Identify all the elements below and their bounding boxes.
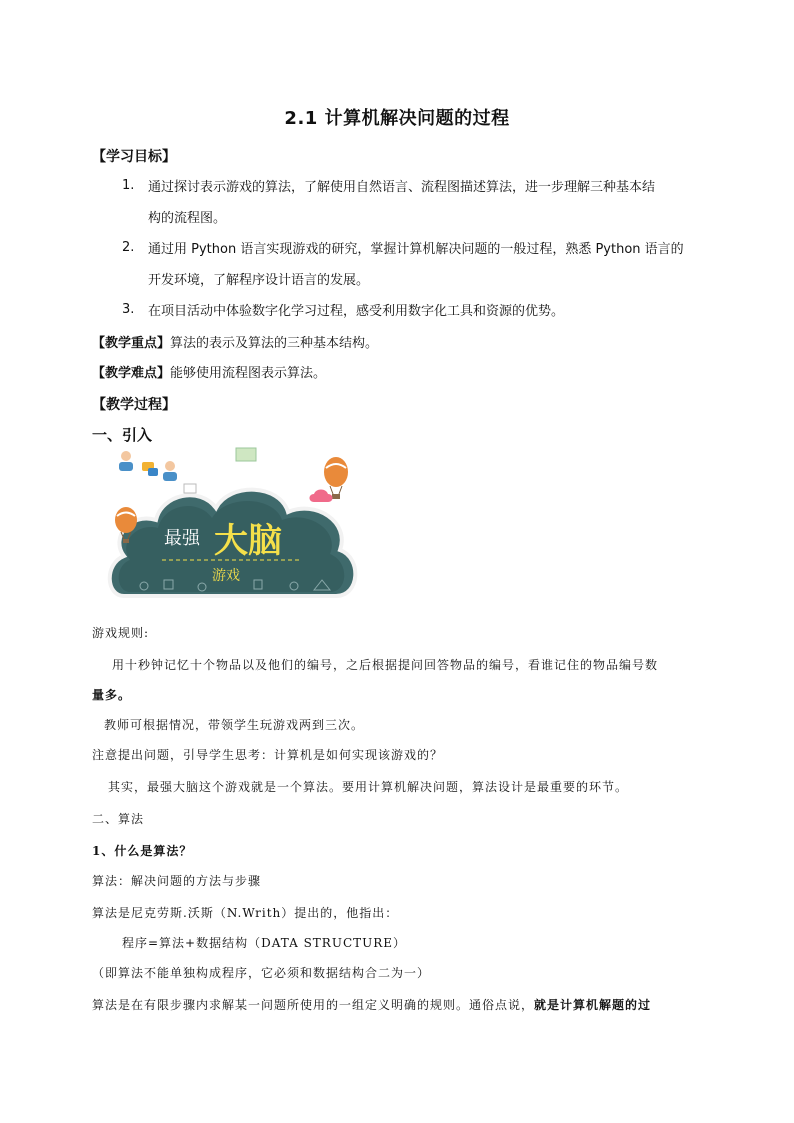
rules-para-1: 用十秒钟记忆十个物品以及他们的编号，之后根据提问回答物品的编号，看谁记住的物品编号数 <box>112 658 659 672</box>
banner-word-game: 游戏 <box>212 568 240 584</box>
objective-text: 通过用 Python 语言实现游戏的研究，掌握计算机解决问题的一般过程，熟悉 Python 语言的 <box>148 242 684 257</box>
rules-para-2: 教师可根据情况，带领学生玩游戏两到三次。 <box>104 718 365 732</box>
key-point-label: 【教学重点】 <box>92 336 171 351</box>
page-title: 2.1 计算机解决问题的过程 <box>284 108 510 129</box>
definition-1: 算法：解决问题的方法与步骤 <box>92 874 262 888</box>
process-heading: 【教学过程】 <box>92 397 176 413</box>
definition-2: 算法是尼克劳斯.沃斯（N.Writh）提出的，他指出： <box>92 906 399 920</box>
objective-number: 3. <box>122 302 135 317</box>
difficulty-label: 【教学难点】 <box>92 366 171 381</box>
last-line <box>92 996 651 1013</box>
section-intro-heading: 一、引入 <box>92 426 153 444</box>
objective-text: 在项目活动中体验数字化学习过程，感受利用数字化工具和资源的优势。 <box>148 304 565 319</box>
last-line-bold: 就是计算机解题的过 <box>534 998 652 1012</box>
brain-game-banner <box>104 446 364 614</box>
objective-number: 2. <box>122 240 135 255</box>
rules-para-4: 其实，最强大脑这个游戏就是一个算法。要用计算机解决问题，算法设计是最重要的环节。 <box>108 780 629 794</box>
objective-text: 通过探讨表示游戏的算法，了解使用自然语言、流程图描述算法，进一步理解三种基本结 <box>148 180 656 195</box>
balloon-icon <box>324 457 348 499</box>
section-algorithm-heading: 二、算法 <box>92 812 145 826</box>
rules-heading: 游戏规则: <box>92 626 150 640</box>
key-point-text: 算法的表示及算法的三种基本结构。 <box>170 336 379 351</box>
subheading-what-is-algorithm: 1、什么是算法？ <box>92 844 193 858</box>
banner-word-strongest: 最强 <box>164 528 200 549</box>
note: （即算法不能单独构成程序，它必须和数据结构合二为一） <box>92 966 431 980</box>
difficulty <box>92 362 326 381</box>
objectives-heading: 【学习目标】 <box>92 149 176 165</box>
rules-para-1-cont: 量多。 <box>92 688 132 702</box>
formula: 程序=算法+数据结构（DATA STRUCTURE） <box>122 936 407 950</box>
key-point <box>92 332 378 351</box>
objective-text: 开发环境，了解程序设计语言的发展。 <box>148 273 370 288</box>
difficulty-text: 能够使用流程图表示算法。 <box>170 366 327 381</box>
people-icon <box>119 451 177 481</box>
objective-text: 构的流程图。 <box>148 211 227 226</box>
banner-word-brain: 大脑 <box>214 521 282 561</box>
rules-para-3: 注意提出问题，引导学生思考：计算机是如何实现该游戏的？ <box>92 748 444 762</box>
objective-number: 1. <box>122 178 135 193</box>
last-line-normal: 算法是在有限步骤内求解某一问题所使用的一组定义明确的规则。通俗点说， <box>92 998 535 1012</box>
